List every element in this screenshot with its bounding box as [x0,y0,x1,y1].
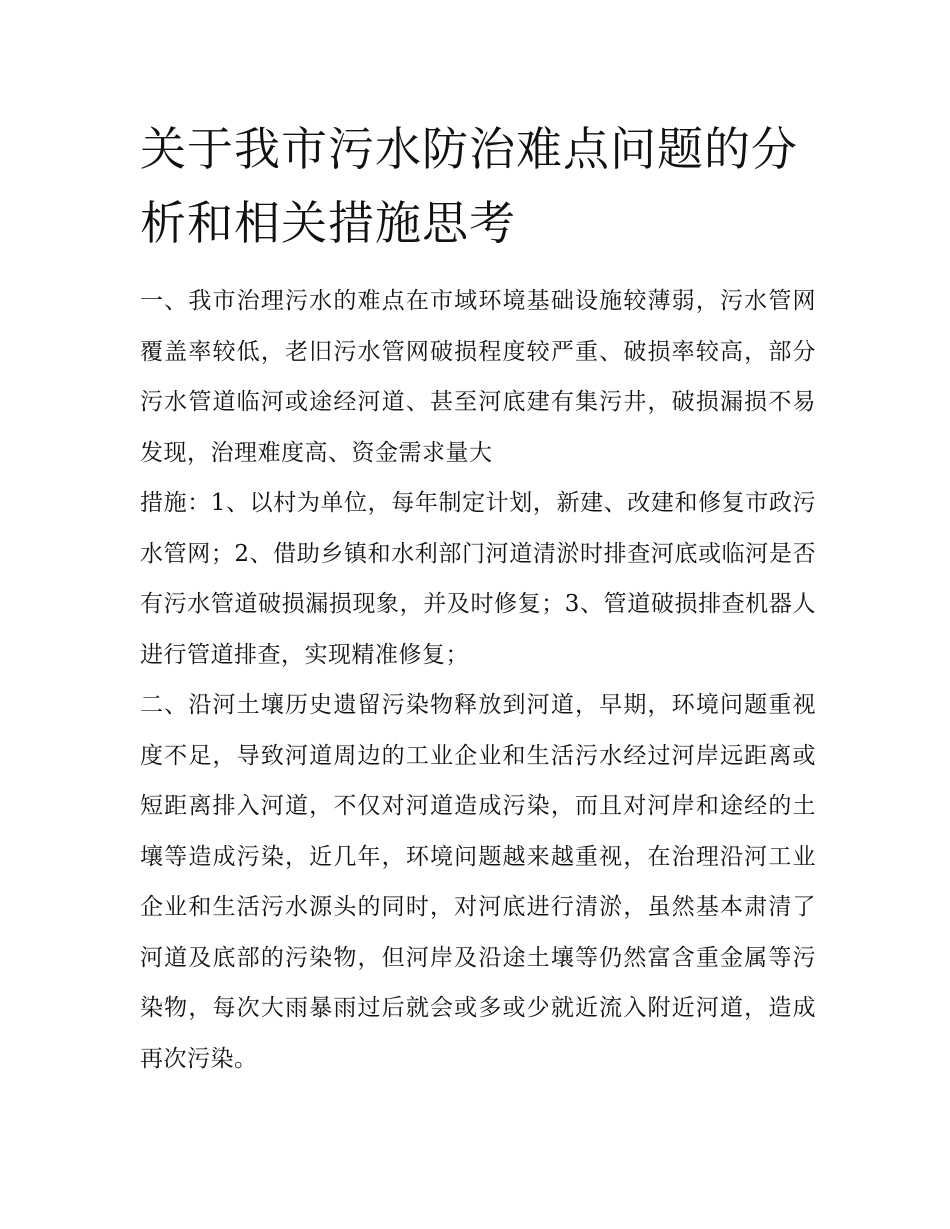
paragraph-problem-one: 一、我市治理污水的难点在市域环境基础设施较薄弱，污水管网覆盖率较低，老旧污水管网破损程度较严重、破损率较高，部分污水管道临河或途经河道、甚至河底建有集污井，破损漏损不易发现，治理难度高、资金需求量大 [140,288,816,466]
document-body [140,276,816,1084]
paragraph-measures: 措施：1、以村为单位，每年制定计划，新建、改建和修复市政污水管网；2、借助乡镇和水利部门河道清淤时排查河底或临河是否有污水管道破损漏损现象，并及时修复；3、管道破损排查机器人进行管道排查，实现精准修复； [140,490,816,668]
paragraph-problem-two: 二、沿河土壤历史遗留污染物释放到河道，早期，环境问题重视度不足，导致河道周边的工业企业和生活污水经过河岸远距离或短距离排入河道，不仅对河道造成污染，而且对河岸和途经的土壤等造成污染，近几年，环境问题越来越重视，在治理沿河工业企业和生活污水源头的同时，对河底进行清淤，虽然基本肃清了河道及底部的污染物，但河岸及沿途土壤等仍然富含重金属等污染物，每次大雨暴雨过后就会或多或少就近流入附近河道，造成再次污染。 [140,692,816,1072]
document-title: 关于我市污水防治难点问题的分析和相关措施思考 [140,122,798,250]
